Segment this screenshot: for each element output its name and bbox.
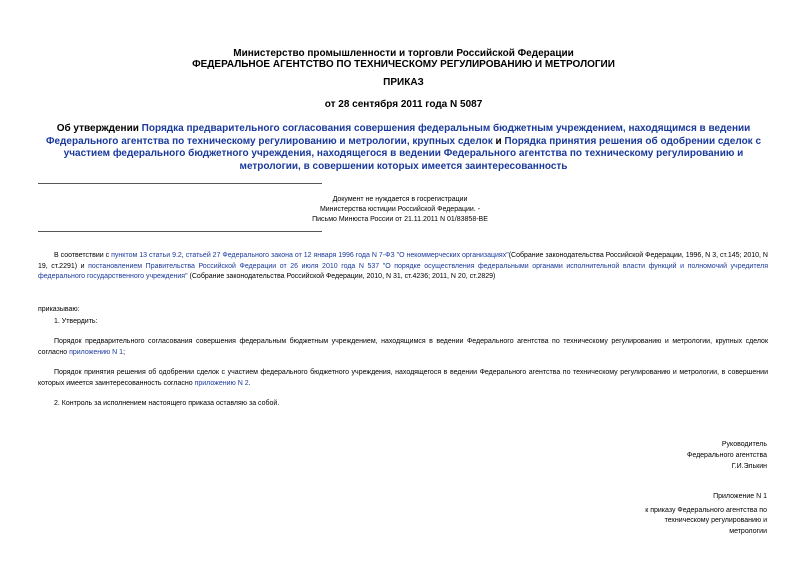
appendix-line-1: к приказу Федерального агентства по xyxy=(645,506,767,514)
signature-role: Руководитель xyxy=(721,441,767,448)
doc-type: ПРИКАЗ xyxy=(383,77,424,88)
basis-link-law-7fz[interactable]: статьей 27 Федерального закона от 12 января 1996 года N 7-ФЗ "О некоммерческих организациях" xyxy=(185,252,509,259)
registration-note xyxy=(250,195,550,225)
basis-text-2: , xyxy=(181,252,186,259)
approve-2-end: . xyxy=(248,379,251,387)
item-2: 2. Контроль за исполнением настоящего приказа оставляю за собой. xyxy=(54,400,280,407)
basis-paragraph xyxy=(38,251,768,283)
basis-text-4: (Собрание законодательства Российской Федерации, 2010, N 31, ст.4236; 2011, N 20, ст.2829) xyxy=(187,273,496,280)
appendix-title: Приложение N 1 xyxy=(713,493,767,500)
registration-line-2: Министерства юстиции Российской Федерации. - xyxy=(319,206,481,213)
item-1: 1. Утвердить: xyxy=(54,318,98,325)
registration-line-1: Документ не нуждается в госрегистрации xyxy=(332,196,468,203)
order-word: приказываю: xyxy=(38,306,80,313)
title-link-procedure-1[interactable]: Порядка предварительного согласования совершения федеральным бюджетным учреждением, находящимся в ведении Федерального агентства по техническому регулированию и метрологии, крупных сделок xyxy=(45,123,751,147)
divider-bottom xyxy=(38,231,322,232)
appendix-header xyxy=(567,492,767,537)
registration-line-3: Письмо Минюста России от 21.11.2011 N 01/83858-ВЕ xyxy=(312,216,488,223)
header-ministry-block xyxy=(0,48,807,70)
appendix-line-2: техническому регулированию и xyxy=(664,517,767,524)
document-title xyxy=(36,123,771,173)
appendix-1-link[interactable]: приложению N 1 xyxy=(69,348,124,356)
title-mid: и xyxy=(492,135,505,147)
approve-procedure-2 xyxy=(38,368,768,389)
appendix-line-3: метрологии xyxy=(729,527,767,535)
doc-date-number: от 28 сентября 2011 года N 5087 xyxy=(324,99,483,110)
basis-text-1: В соответствии с xyxy=(54,252,112,259)
approve-1-text: Порядок предварительного согласования совершения федеральным бюджетным учреждением, находящимся в ведении Федерального агентства по техническому регулированию и метрологии, крупных сделок согласно xyxy=(38,338,768,356)
signature-block xyxy=(567,439,767,472)
agency-name: ФЕДЕРАЛЬНОЕ АГЕНТСТВО ПО ТЕХНИЧЕСКОМУ РЕГУЛИРОВАНИЮ И МЕТРОЛОГИИ xyxy=(192,59,615,70)
basis-link-article-9-2[interactable]: пунктом 13 статьи 9.2 xyxy=(111,252,182,259)
signature-org: Федерального агентства xyxy=(687,452,767,459)
approve-1-end: ; xyxy=(123,348,126,356)
title-prefix: Об утверждении xyxy=(56,123,142,134)
ministry-name: Министерство промышленности и торговли Российской Федерации xyxy=(233,48,574,59)
title-link-procedure-2[interactable]: Порядка принятия решения об одобрении сделок с участием федерального бюджетного учреждения, находящегося в ведении Федерального агентства по техническому регулированию и метрологии, в совершении которых имеется заинтересованность xyxy=(63,135,762,172)
divider-top xyxy=(38,183,322,184)
signature-name: Г.И.Элькин xyxy=(731,463,767,470)
basis-text-3: (Собрание законодательства Российской Федерации, 1996, N 3, ст.145; 2010, N 19, ст.2291) и xyxy=(38,252,768,270)
approve-procedure-1 xyxy=(38,337,768,358)
basis-link-decree-537[interactable]: постановлением Правительства Российской Федерации от 26 июля 2010 года N 537 "О порядке осуществления федеральными органами исполнительной власти функций и полномочий учредителя федерального государственного учреждения" xyxy=(38,262,768,280)
approve-2-text: Порядок принятия решения об одобрении сделок с участием федерального бюджетного учреждения, находящегося в ведении Федерального агентства по техническому регулированию и метрологии, в совершении которых имеется заинтересованность согласно xyxy=(38,369,768,387)
appendix-2-link[interactable]: приложению N 2 xyxy=(194,379,249,387)
